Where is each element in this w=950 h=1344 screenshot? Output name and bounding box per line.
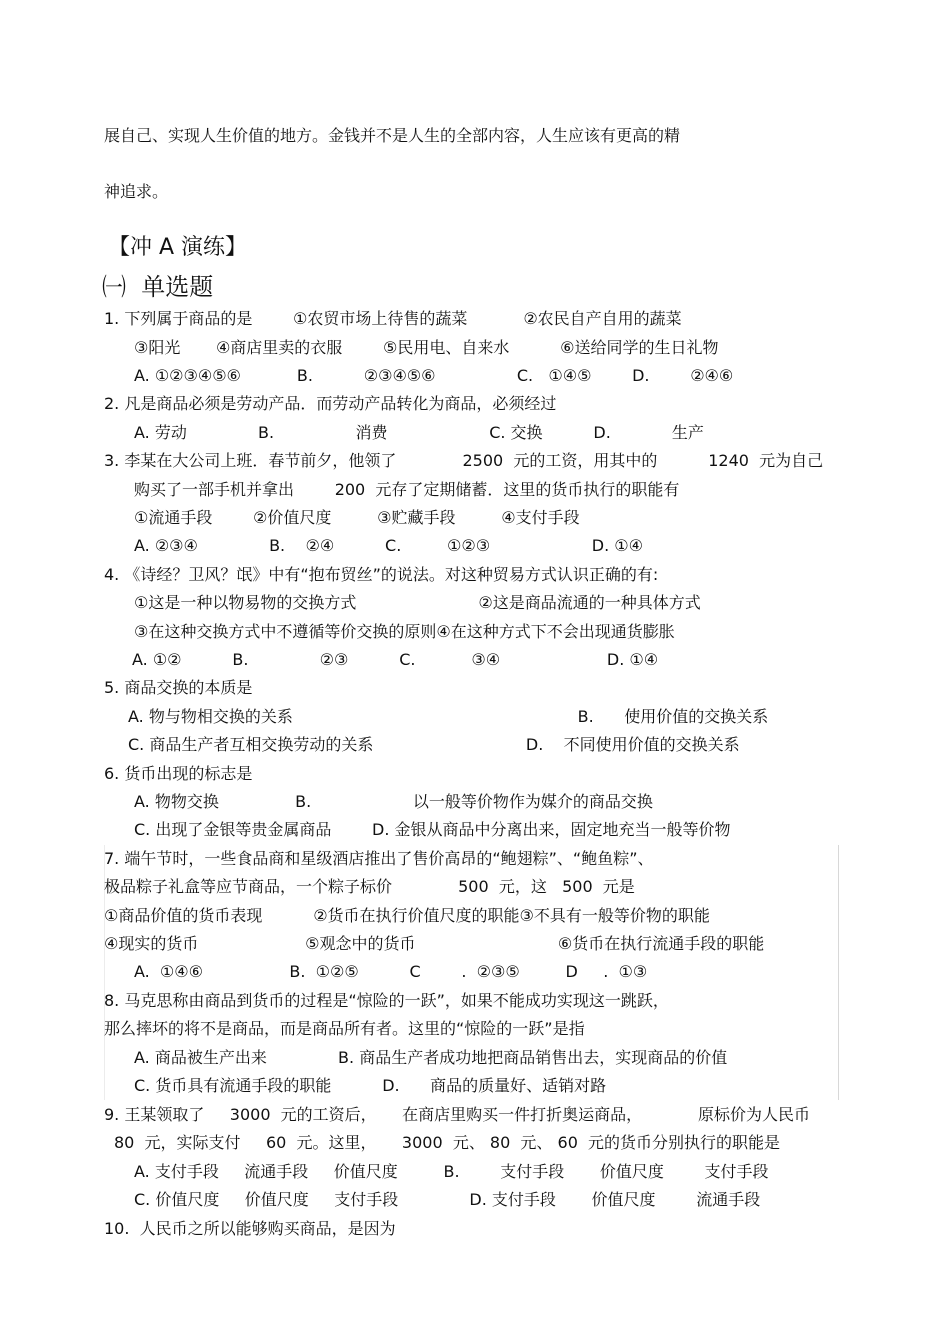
question-7-line: ④现实的货币 ⑤观念中的货币 ⑥货币在执行流通手段的职能 [104, 934, 765, 953]
question-8-stem-cont: 那么摔坏的将不是商品，而是商品所有者。这里的“惊险的一跃”是指 [104, 1019, 585, 1038]
question-2-options: A. 劳动 B. 消费 C. 交换 D. 生产 [134, 423, 704, 442]
question-9-stem-cont: 80 元，实际支付 60 元。这里， 3000 元、 80 元、 60 元的货币分别执行的职能是 [114, 1133, 781, 1152]
question-7-options: A. ①④⑥ B. ①②⑤ C . ②③⑤ D . ①③ [134, 962, 648, 981]
question-4-stem: 4. 《诗经？卫风？氓》中有“抱布贸丝”的说法。对这种贸易方式认识正确的有: [104, 565, 659, 584]
question-3-stem-cont: 购买了一部手机并拿出 200 元存了定期储蓄．这里的货币执行的职能有 [134, 480, 680, 499]
question-10-stem: 10. 人民币之所以能够购买商品，是因为 [104, 1219, 396, 1238]
intro-line-1: 展自己、实现人生价值的地方。金钱并不是人生的全部内容，人生应该有更高的精 [104, 126, 681, 145]
question-8-options: C. 货币具有流通手段的职能 D. 商品的质量好、适销对路 [134, 1076, 607, 1095]
question-3-options: A. ②③④ B. ②④ C. ①②③ D. ①④ [134, 536, 643, 555]
question-8-options: A. 商品被生产出来 B. 商品生产者成功地把商品销售出去，实现商品的价值 [134, 1048, 728, 1067]
question-7-stem-cont: 极品粽子礼盒等应节商品，一个粽子标价 500 元，这 500 元是 [104, 877, 635, 896]
question-4-line: ③在这种交换方式中不遵循等价交换的原则④在这种方式下不会出现通货膨胀 [134, 622, 675, 641]
question-7-line: ①商品价值的货币表现 ②货币在执行价值尺度的职能③不具有一般等价物的职能 [104, 906, 710, 925]
question-6-stem: 6. 货币出现的标志是 [104, 764, 253, 783]
question-1-stem: 1. 下列属于商品的是 ①农贸市场上待售的蔬菜 ②农民自产自用的蔬菜 [104, 309, 682, 328]
question-6-options: C. 出现了金银等贵金属商品 D. 金银从商品中分离出来，固定地充当一般等价物 [134, 820, 731, 839]
intro-line-2: 神追求。 [104, 182, 169, 201]
question-9-options: A. 支付手段 流通手段 价值尺度 B. 支付手段 价值尺度 支付手段 [134, 1162, 769, 1181]
question-2-stem: 2. 凡是商品必须是劳动产品．而劳动产品转化为商品，必须经过 [104, 394, 557, 413]
question-5-stem: 5. 商品交换的本质是 [104, 678, 253, 697]
question-4-options: A. ①② B. ②③ C. ③④ D. ①④ [132, 650, 659, 669]
question-9-stem: 9. 王某领取了 3000 元的工资后， 在商店里购买一件打折奥运商品， 原标价为人民币 [104, 1105, 811, 1124]
question-1-options: A. ①②③④⑤⑥ B. ②③④⑤⑥ C. ①④⑤ D. ②④⑥ [134, 366, 734, 385]
question-5-options: C. 商品生产者互相交换劳动的关系 D. 不同使用价值的交换关系 [128, 735, 740, 754]
subsection-title: ㈠ 单选题 [102, 273, 214, 301]
question-3-stem: 3. 李某在大公司上班．春节前夕，他领了 2500 元的工资，用其中的 1240 元为自己 [104, 451, 824, 470]
section-title: 【冲 A 演练】 [108, 235, 248, 260]
question-5-options: A. 物与物相交换的关系 B. 使用价值的交换关系 [128, 707, 769, 726]
question-7-stem: 7. 端午节时，一些食品商和星级酒店推出了售价高昂的“鲍翅粽”、“鲍鱼粽”、 [104, 849, 654, 868]
question-6-options: A. 物物交换 B. 以一般等价物作为媒介的商品交换 [134, 792, 653, 811]
question-8-stem: 8. 马克思称由商品到货币的过程是“惊险的一跃”，如果不能成功实现这一跳跃， [104, 991, 669, 1010]
question-3-line: ①流通手段 ②价值尺度 ③贮藏手段 ④支付手段 [134, 508, 580, 527]
question-1-line: ③阳光 ④商店里卖的衣服 ⑤民用电、自来水 ⑥送给同学的生日礼物 [134, 338, 719, 357]
question-9-options: C. 价值尺度 价值尺度 支付手段 D. 支付手段 价值尺度 流通手段 [134, 1190, 761, 1209]
question-4-line: ①这是一种以物易物的交换方式 ②这是商品流通的一种具体方式 [134, 593, 701, 612]
scan-edge-line [838, 845, 839, 1100]
